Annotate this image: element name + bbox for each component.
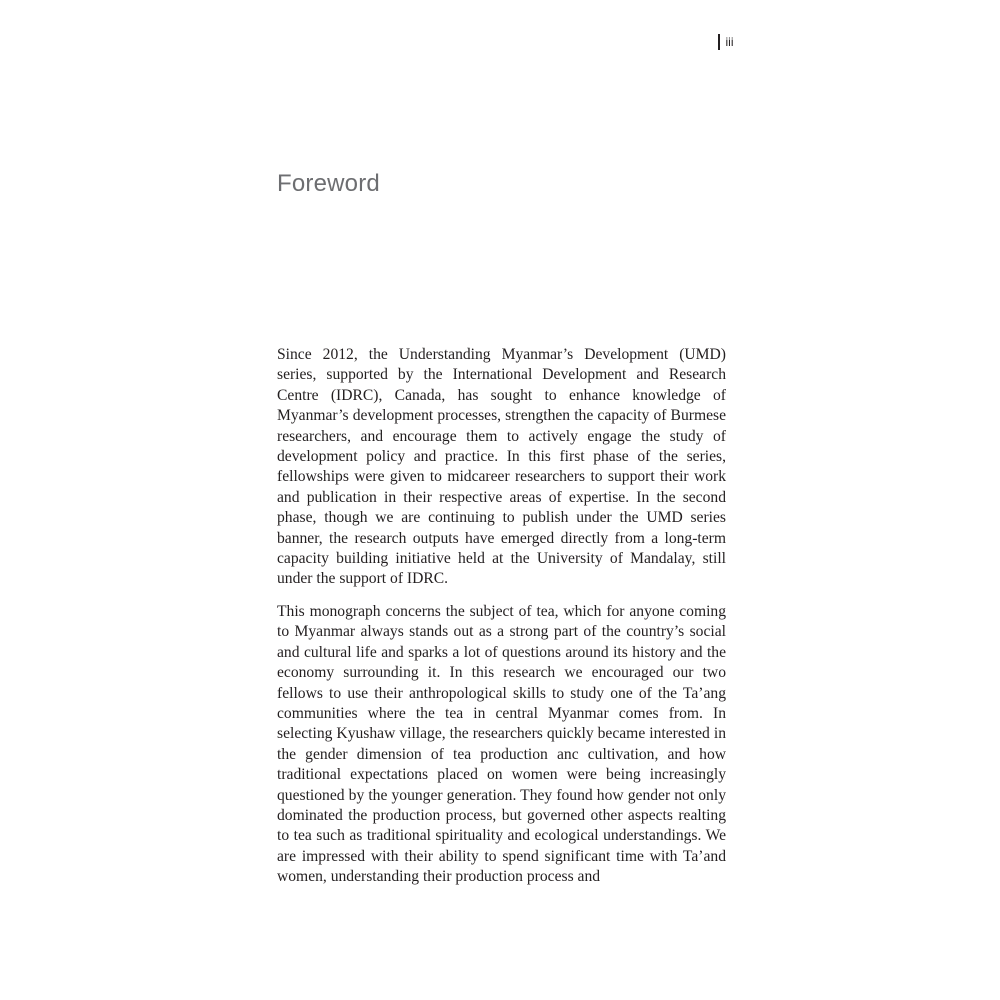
body-text xyxy=(277,345,726,900)
header-divider xyxy=(718,34,720,50)
page-number-header xyxy=(718,34,734,50)
paragraph-2: This monograph concerns the subject of tea, which for anyone coming to Myanmar always stands out as a strong part of the country’s social and cultural life and sparks a lot of questions around its history and the economy surrounding it. In this research we encouraged our two fellows to use their anthropological skills to study one of the Ta’ang communities where the tea in central Myanmar comes from. In selecting Kyushaw village, the researchers quickly became interested in the gender dimension of tea production anc cultivation, and how traditional expectations placed on women were being increasingly questioned by the younger generation. They found how gender not only dominated the production process, but governed other aspects realting to tea such as traditional spirituality and ecological understandings. We are impressed with their ability to spend significant time with Ta’and women, understanding their production process and xyxy=(277,602,726,886)
page-title: Foreword xyxy=(277,170,380,197)
page-number: iii xyxy=(725,35,734,49)
paragraph-1: Since 2012, the Understanding Myanmar’s Development (UMD) series, supported by the International Development and Research Centre (IDRC), Canada, has sought to enhance knowledge of Myanmar’s development processes, strengthen the capacity of Burmese researchers, and encourage them to actively engage the study of development policy and practice. In this first phase of the series, fellowships were given to midcareer researchers to support their work and publication in their respective areas of expertise. In the second phase, though we are continuing to publish under the UMD series banner, the research outputs have emerged directly from a long-term capacity building initiative held at the University of Mandalay, still under the support of IDRC. xyxy=(277,346,726,588)
